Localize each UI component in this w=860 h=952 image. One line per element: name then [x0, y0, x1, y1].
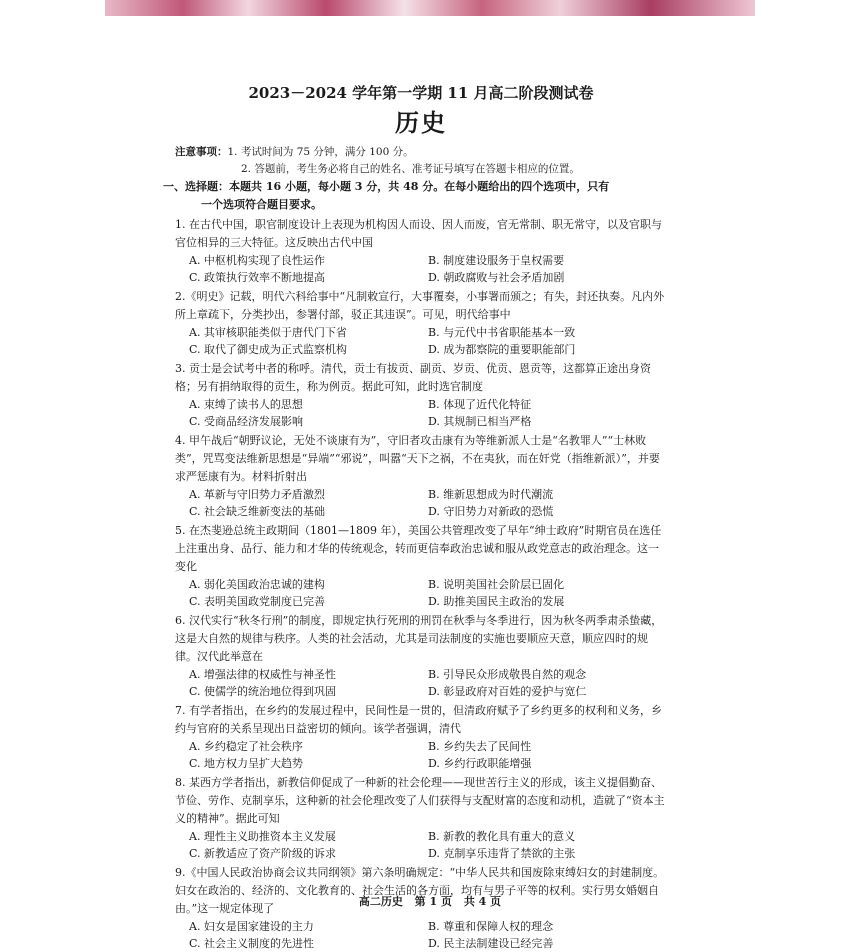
option-b: B. 制度建设服务于皇权需要 — [428, 254, 565, 267]
option-a: A. 束缚了读书人的思想 — [189, 398, 303, 411]
option-d: D. 彰显政府对百姓的爱护与宽仁 — [428, 685, 587, 698]
note-item-1: 1. 考试时间为 75 分钟，满分 100 分。 — [227, 146, 414, 158]
option-b: B. 新教的教化具有重大的意义 — [428, 830, 576, 843]
page-footer — [0, 893, 860, 909]
exam-title: 2023－2024 学年第一学期 11 月高二阶段测试卷 — [248, 84, 594, 102]
header-banner-image — [105, 0, 755, 16]
option-b: B. 尊重和保障人权的理念 — [428, 920, 554, 933]
question-options — [175, 396, 667, 430]
question-stem: 9.《中国人民政治协商会议共同纲领》第六条明确规定：“中华人民共和国废除束缚妇女的封建制度。妇女在政治的、经济的、文化教育的、社会生活的各方面，均有与男子平等的权利。实行男女婚姻自由。”这一规定体现了 — [175, 866, 665, 915]
option-d: D. 成为都察院的重要职能部门 — [428, 343, 576, 356]
question-options — [175, 576, 667, 610]
notes-label: 注意事项： — [175, 146, 228, 158]
footer-page-number: 第 1 页 — [414, 895, 452, 908]
subject-title: 历史 — [395, 108, 447, 137]
section-line-1: 一、选择题：本题共 16 小题，每小题 3 分，共 48 分。在每小题给出的四个选项中，只有 — [163, 180, 610, 193]
option-d: D. 朝政腐败与社会矛盾加剧 — [428, 271, 565, 284]
option-d: D. 其规制已相当严格 — [428, 415, 532, 428]
note-line-1 — [175, 144, 667, 161]
option-a: A. 理性主义助推资本主义发展 — [189, 830, 336, 843]
section-line-2: 一个选项符合题目要求。 — [201, 198, 322, 211]
question-1 — [175, 216, 667, 286]
option-c: C. 受商品经济发展影响 — [189, 415, 304, 428]
option-a: A. 妇女是国家建设的主力 — [189, 920, 314, 933]
option-a: A. 其审核职能类似于唐代门下省 — [189, 326, 347, 339]
question-stem: 1. 在古代中国，职官制度设计上表现为机构因人而设、因人而废，官无常制、职无常守，以及官职与官位相异的三大特征。这反映出古代中国 — [175, 218, 662, 249]
question-stem: 5. 在杰斐逊总统主政期间（1801—1809 年），美国公共管理改变了早年“绅士政府”时期官员在选任上注重出身、品行、能力和才华的传统观念，转而更信奉政治忠诚和服从政党意志的政治理念。这一变化 — [175, 524, 662, 573]
option-b: B. 体现了近代化特征 — [428, 398, 532, 411]
option-d: D. 助推美国民主政治的发展 — [428, 595, 565, 608]
question-2 — [175, 288, 667, 358]
option-a: A. 乡约稳定了社会秩序 — [189, 740, 303, 753]
question-stem: 4. 甲午战后“朝野议论，无处不谈康有为”，守旧者攻击康有为等维新派人士是“名教罪人”“士林败类”，咒骂变法维新思想是“异端”“邪说”，叫嚣“天下之祸，不在夷狄，而在奸党（指维新派）”，并要求严惩康有为。材料折射出 — [175, 434, 660, 483]
question-options — [175, 324, 667, 358]
footer-total-pages: 共 4 页 — [463, 895, 502, 908]
question-stem: 6. 汉代实行“秋冬行刑”的制度，即规定执行死刑的刑罚在秋季与冬季进行，因为秋冬两季肃杀蛰藏，这是大自然的规律与秩序。人类的社会活动，尤其是司法制度的实施也要顺应天意，顺应四时的规律。汉代此举意在 — [175, 614, 663, 663]
option-c: C. 地方权力呈扩大趋势 — [189, 757, 304, 770]
question-stem: 2.《明史》记载，明代六科给事中“凡制敕宣行，大事覆奏，小事署而颁之；有失，封还执奏。凡内外所上章疏下，分类抄出，参署付部，驳正其违误”。可见，明代给事中 — [175, 290, 665, 321]
option-d: D. 守旧势力对新政的恐慌 — [428, 505, 554, 518]
note-item-2: 2. 答题前，考生务必将自己的姓名、准考证号填写在答题卡相应的位置。 — [241, 163, 580, 175]
option-d: D. 乡约行政职能增强 — [428, 757, 532, 770]
question-8 — [175, 774, 667, 862]
option-b: B. 与元代中书省职能基本一致 — [428, 326, 576, 339]
option-b: B. 维新思想成为时代潮流 — [428, 488, 554, 501]
notes-block — [175, 144, 667, 178]
option-c: C. 政策执行效率不断地提高 — [189, 271, 326, 284]
question-4 — [175, 432, 667, 520]
footer-subject: 高二历史 — [358, 895, 403, 908]
option-b: B. 引导民众形成敬畏自然的观念 — [428, 668, 587, 681]
question-stem: 3. 贡士是会试考中者的称呼。清代，贡士有拔贡、副贡、岁贡、优贡、恩贡等，这都算正途出身资格；另有捐纳取得的贡生，称为例贡。据此可知，此时选官制度 — [175, 362, 651, 393]
question-options — [175, 738, 667, 772]
question-options — [175, 666, 667, 700]
option-c: C. 使儒学的统治地位得到巩固 — [189, 685, 337, 698]
option-a: A. 中枢机构实现了良性运作 — [189, 254, 325, 267]
question-options — [175, 486, 667, 520]
question-options — [175, 252, 667, 286]
option-c: C. 取代了御史成为正式监察机构 — [189, 343, 348, 356]
option-c: C. 社会主义制度的先进性 — [189, 937, 315, 950]
option-d: D. 民主法制建设已经完善 — [428, 937, 554, 950]
question-3 — [175, 360, 667, 430]
question-stem: 7. 有学者指出，在乡约的发展过程中，民间性是一贯的，但清政府赋予了乡约更多的权利和义务，乡约与官府的关系呈现出日益密切的倾向。该学者强调，清代 — [175, 704, 662, 735]
option-b: B. 乡约失去了民间性 — [428, 740, 532, 753]
question-options — [175, 828, 667, 862]
question-7 — [175, 702, 667, 772]
option-a: A. 增强法律的权威性与神圣性 — [189, 668, 336, 681]
option-c: C. 社会缺乏维新变法的基础 — [189, 505, 326, 518]
question-6 — [175, 612, 667, 700]
section-heading — [163, 178, 667, 214]
option-b: B. 说明美国社会阶层已固化 — [428, 578, 565, 591]
option-c: C. 表明美国政党制度已完善 — [189, 595, 326, 608]
exam-page — [163, 82, 667, 952]
question-stem: 8. 某西方学者指出，新教信仰促成了一种新的社会伦理——现世苦行主义的形成，该主义提倡勤奋、节俭、劳作、克制享乐，这种新的社会伦理改变了人们获得与支配财富的态度和动机，造就了“资本主义的精神”。据此可知 — [175, 776, 665, 825]
question-options — [175, 918, 667, 952]
option-c: C. 新教适应了资产阶级的诉求 — [189, 847, 337, 860]
option-d: D. 克制享乐违背了禁欲的主张 — [428, 847, 576, 860]
option-a: A. 弱化美国政治忠诚的建构 — [189, 578, 325, 591]
question-5 — [175, 522, 667, 610]
option-a: A. 革新与守旧势力矛盾激烈 — [189, 488, 325, 501]
